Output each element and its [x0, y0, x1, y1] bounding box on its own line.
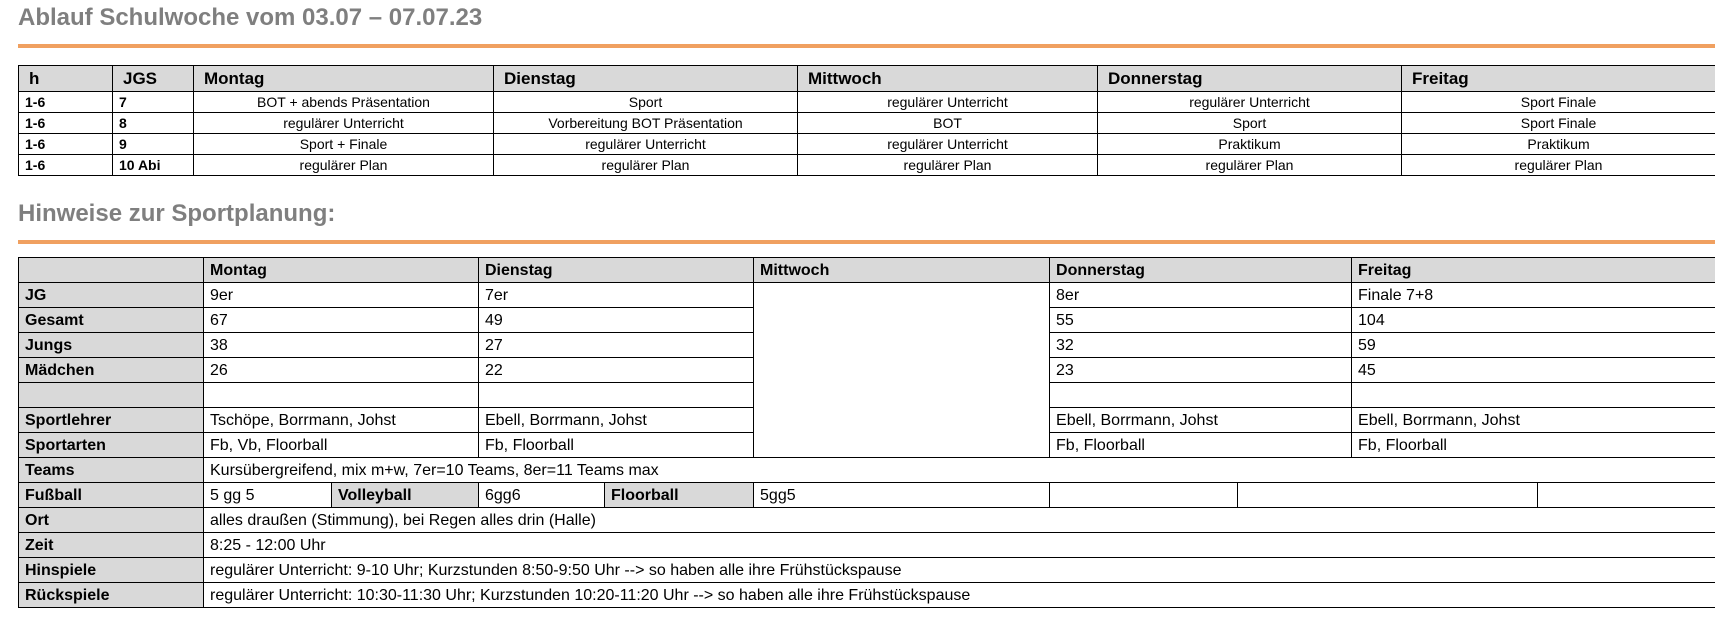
table-row: [19, 155, 1715, 176]
donnerstag-cell: Fb, Floorball: [1050, 433, 1352, 458]
table-row: [19, 283, 1715, 308]
montag-cell: Fb, Vb, Floorball: [204, 433, 479, 458]
ort-value: alles draußen (Stimmung), bei Regen alles drin (Halle): [204, 508, 1715, 533]
table-row: [19, 113, 1715, 134]
montag-cell: 26: [204, 358, 479, 383]
table-row: [19, 92, 1715, 113]
grade-cell: 8: [113, 113, 194, 134]
page-title: Ablauf Schulwoche vom 03.07 – 07.07.23: [18, 4, 483, 31]
table-row: [19, 458, 1715, 483]
freitag-cell: 104: [1352, 308, 1715, 333]
mittwoch-cell: regulärer Unterricht: [798, 92, 1098, 113]
freitag-cell: Praktikum: [1402, 134, 1715, 155]
donnerstag-cell: 32: [1050, 333, 1352, 358]
title-divider: [18, 44, 1715, 48]
col-header-jgs: JGS: [113, 66, 194, 92]
table-row: [19, 583, 1715, 608]
hours-cell: 1-6: [19, 155, 113, 176]
dienstag-cell: Vorbereitung BOT Präsentation: [494, 113, 798, 134]
col-header-mittwoch: Mittwoch: [754, 258, 1050, 283]
row-label: [19, 383, 204, 408]
col-header-freitag: Freitag: [1352, 258, 1715, 283]
dienstag-cell: [479, 383, 754, 408]
montag-cell: [204, 383, 479, 408]
volleyball-value: 6gg6: [479, 483, 605, 508]
section-title: Hinweise zur Sportplanung:: [18, 200, 336, 227]
empty-cell: [1050, 483, 1238, 508]
montag-cell: 38: [204, 333, 479, 358]
empty-cell: [1238, 483, 1538, 508]
freitag-cell: regulärer Plan: [1402, 155, 1715, 176]
freitag-cell: [1352, 383, 1715, 408]
row-label: Teams: [19, 458, 204, 483]
donnerstag-cell: regulärer Plan: [1098, 155, 1402, 176]
row-label: JG: [19, 283, 204, 308]
donnerstag-cell: Ebell, Borrmann, Johst: [1050, 408, 1352, 433]
col-header-dienstag: Dienstag: [479, 258, 754, 283]
freitag-cell: Finale 7+8: [1352, 283, 1715, 308]
montag-cell: regulärer Plan: [194, 155, 494, 176]
table-row: [19, 483, 1715, 508]
col-header-freitag: Freitag: [1402, 66, 1715, 92]
col-header-donnerstag: Donnerstag: [1098, 66, 1402, 92]
row-label: Jungs: [19, 333, 204, 358]
donnerstag-cell: 8er: [1050, 283, 1352, 308]
zeit-value: 8:25 - 12:00 Uhr: [204, 533, 1715, 558]
col-header-h: h: [19, 66, 113, 92]
montag-cell: regulärer Unterricht: [194, 113, 494, 134]
schedule-table: [18, 65, 1715, 176]
table-row: [19, 533, 1715, 558]
dienstag-cell: 22: [479, 358, 754, 383]
dienstag-cell: regulärer Plan: [494, 155, 798, 176]
freitag-cell: 45: [1352, 358, 1715, 383]
freitag-cell: Ebell, Borrmann, Johst: [1352, 408, 1715, 433]
row-label: Sportlehrer: [19, 408, 204, 433]
col-header-donnerstag: Donnerstag: [1050, 258, 1352, 283]
row-label: Rückspiele: [19, 583, 204, 608]
empty-cell: [1538, 483, 1715, 508]
row-label: Gesamt: [19, 308, 204, 333]
row-label: Zeit: [19, 533, 204, 558]
table-row: [19, 558, 1715, 583]
mittwoch-cell: BOT: [798, 113, 1098, 134]
dienstag-cell: 49: [479, 308, 754, 333]
sport-header-row: [19, 258, 1715, 283]
dienstag-cell: 27: [479, 333, 754, 358]
col-header-montag: Montag: [194, 66, 494, 92]
grade-cell: 10 Abi: [113, 155, 194, 176]
freitag-cell: Fb, Floorball: [1352, 433, 1715, 458]
section-divider: [18, 240, 1715, 244]
corner-cell: [19, 258, 204, 283]
dienstag-cell: Fb, Floorball: [479, 433, 754, 458]
hours-cell: 1-6: [19, 134, 113, 155]
row-label: Hinspiele: [19, 558, 204, 583]
schedule-header-row: [19, 66, 1715, 92]
donnerstag-cell: [1050, 383, 1352, 408]
hours-cell: 1-6: [19, 113, 113, 134]
floorball-value-text: 5gg5: [760, 486, 796, 504]
freitag-cell: 59: [1352, 333, 1715, 358]
table-row: [19, 134, 1715, 155]
hinspiele-value: regulärer Unterricht: 9-10 Uhr; Kurzstunden 8:50-9:50 Uhr --> so haben alle ihre Frühstückspause: [204, 558, 1715, 583]
mittwoch-cell: regulärer Unterricht: [798, 134, 1098, 155]
dienstag-cell: Ebell, Borrmann, Johst: [479, 408, 754, 433]
montag-cell: 67: [204, 308, 479, 333]
grade-cell: 9: [113, 134, 194, 155]
freitag-cell: Sport Finale: [1402, 92, 1715, 113]
row-label: Sportarten: [19, 433, 204, 458]
fussball-value: 5 gg 5: [204, 483, 332, 508]
dienstag-cell: regulärer Unterricht: [494, 134, 798, 155]
dienstag-cell: 7er: [479, 283, 754, 308]
floorball-value: [754, 483, 1050, 508]
donnerstag-cell: 23: [1050, 358, 1352, 383]
mittwoch-empty-cell: [754, 283, 1050, 458]
row-label: Mädchen: [19, 358, 204, 383]
montag-cell: BOT + abends Präsentation: [194, 92, 494, 113]
donnerstag-cell: regulärer Unterricht: [1098, 92, 1402, 113]
donnerstag-cell: Praktikum: [1098, 134, 1402, 155]
mittwoch-cell: regulärer Plan: [798, 155, 1098, 176]
donnerstag-cell: 55: [1050, 308, 1352, 333]
montag-cell: Sport + Finale: [194, 134, 494, 155]
row-label: Fußball: [19, 483, 204, 508]
montag-cell: 9er: [204, 283, 479, 308]
rueckspiele-value: regulärer Unterricht: 10:30-11:30 Uhr; Kurzstunden 10:20-11:20 Uhr --> so haben alle ihre Frühstückspause: [204, 583, 1715, 608]
table-row: [19, 508, 1715, 533]
col-header-mittwoch: Mittwoch: [798, 66, 1098, 92]
col-header-montag: Montag: [204, 258, 479, 283]
floorball-label: Floorball: [605, 483, 754, 508]
freitag-cell: Sport Finale: [1402, 113, 1715, 134]
donnerstag-cell: Sport: [1098, 113, 1402, 134]
teams-value: Kursübergreifend, mix m+w, 7er=10 Teams, 8er=11 Teams max: [204, 458, 1715, 483]
hours-cell: 1-6: [19, 92, 113, 113]
row-label: Ort: [19, 508, 204, 533]
dienstag-cell: Sport: [494, 92, 798, 113]
grade-cell: 7: [113, 92, 194, 113]
volleyball-label: Volleyball: [332, 483, 479, 508]
sport-planning-table: [18, 257, 1715, 608]
col-header-dienstag: Dienstag: [494, 66, 798, 92]
montag-cell: Tschöpe, Borrmann, Johst: [204, 408, 479, 433]
